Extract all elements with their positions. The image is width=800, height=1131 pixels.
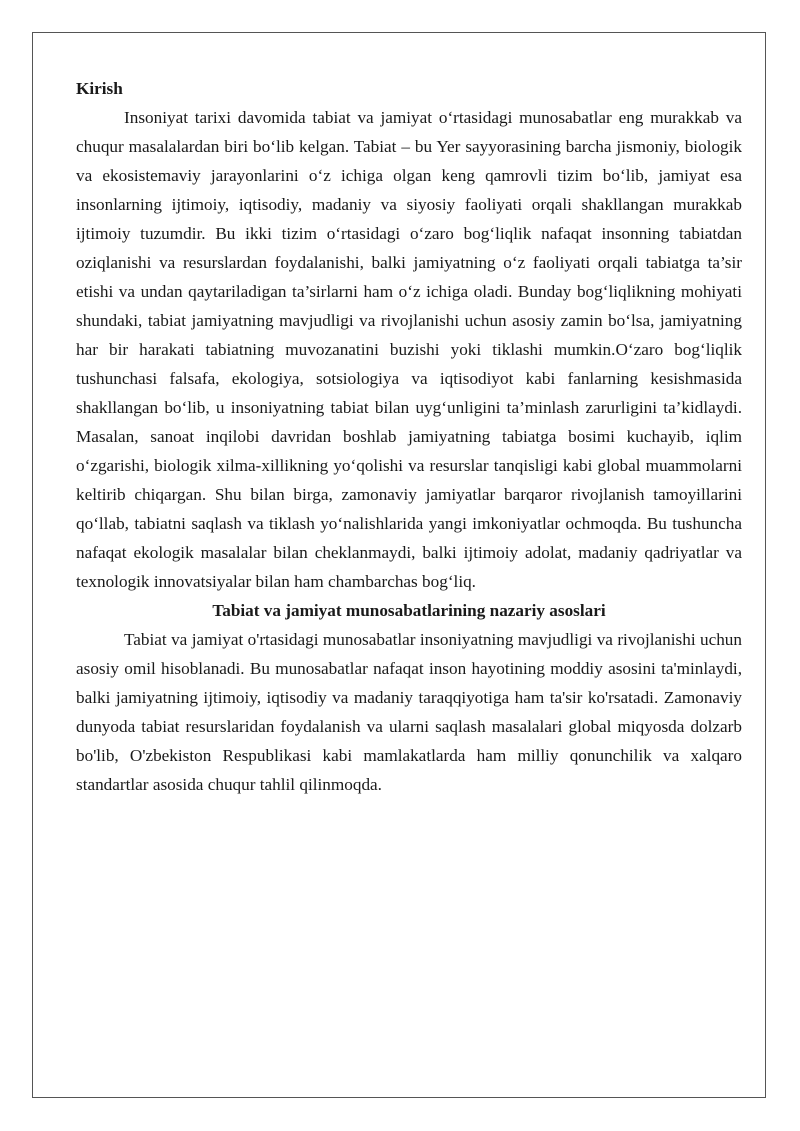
- intro-paragraph: Insoniyat tarixi davomida tabiat va jamiyat o‘rtasidagi munosabatlar eng murakkab va chuqur masalalardan biri bo‘lib kelgan. Tabiat – bu Yer sayyorasining barcha jismoniy, biologik va ekosistemaviy jarayonlarini o‘z ichiga olgan keng qamrovli tizim bo‘lib, jamiyat esa insonlarning ijtimoiy, iqtisodiy, madaniy va siyosiy faoliyati orqali shakllangan murakkab ijtimoiy tuzumdir. Bu ikki tizim o‘rtasidagi o‘zaro bog‘liqlik nafaqat insonning tabiatdan oziqlanishi va resurslardan foydalanishi, balki jamiyatning o‘z faoliyati orqali tabiatga ta’sir etishi va undan qaytariladigan ta’sirlarni ham o‘z ichiga oladi. Bunday bog‘liqlikning mohiyati shundaki, tabiat jamiyatning mavjudligi va rivojlanishi uchun asosiy zamin bo‘lsa, jamiyatning har bir harakati tabiatning muvozanatini buzishi yoki tiklashi mumkin.O‘zaro bog‘liqlik tushunchasi falsafa, ekologiya, sotsiologiya va iqtisodiyot kabi fanlarning kesishmasida shakllangan bo‘lib, u insoniyatning tabiat bilan uyg‘unligini ta’minlash zarurligini ta’kidlaydi. Masalan, sanoat inqilobi davridan boshlab jamiyatning tabiatga bosimi kuchayib, iqlim o‘zgarishi, biologik xilma-xillikning yo‘qolishi va resurslar tanqisligi kabi global muammolarni keltirib chiqargan. Shu bilan birga, zamonaviy jamiyatlar barqaror rivojlanish tamoyillarini qo‘llab, tabiatni saqlash va tiklash yo‘nalishlarida yangi imkoniyatlar ochmoqda. Bu tushuncha nafaqat ekologik masalalar bilan cheklanmaydi, balki ijtimoiy adolat, madaniy qadriyatlar va texnologik innovatsiyalar bilan ham chambarchas bog‘liq.: [76, 108, 742, 591]
- intro-heading: Kirish: [76, 79, 123, 98]
- section-title: Tabiat va jamiyat munosabatlarining nazariy asoslari: [212, 601, 606, 620]
- document-body: [76, 72, 742, 799]
- section-paragraph: Tabiat va jamiyat o'rtasidagi munosabatlar insoniyatning mavjudligi va rivojlanishi uchun asosiy omil hisoblanadi. Bu munosabatlar nafaqat inson hayotining moddiy asosini ta'minlaydi, balki jamiyatning ijtimoiy, iqtisodiy va madaniy taraqqiyotiga ham ta'sir ko'rsatadi. Zamonaviy dunyoda tabiat resurslaridan foydalanish va ularni saqlash masalalari global miqyosda dolzarb bo'lib, O'zbekiston Respublikasi kabi mamlakatlarda ham milliy qonunchilik va xalqaro standartlar asosida chuqur tahlil qilinmoqda.: [76, 630, 742, 794]
